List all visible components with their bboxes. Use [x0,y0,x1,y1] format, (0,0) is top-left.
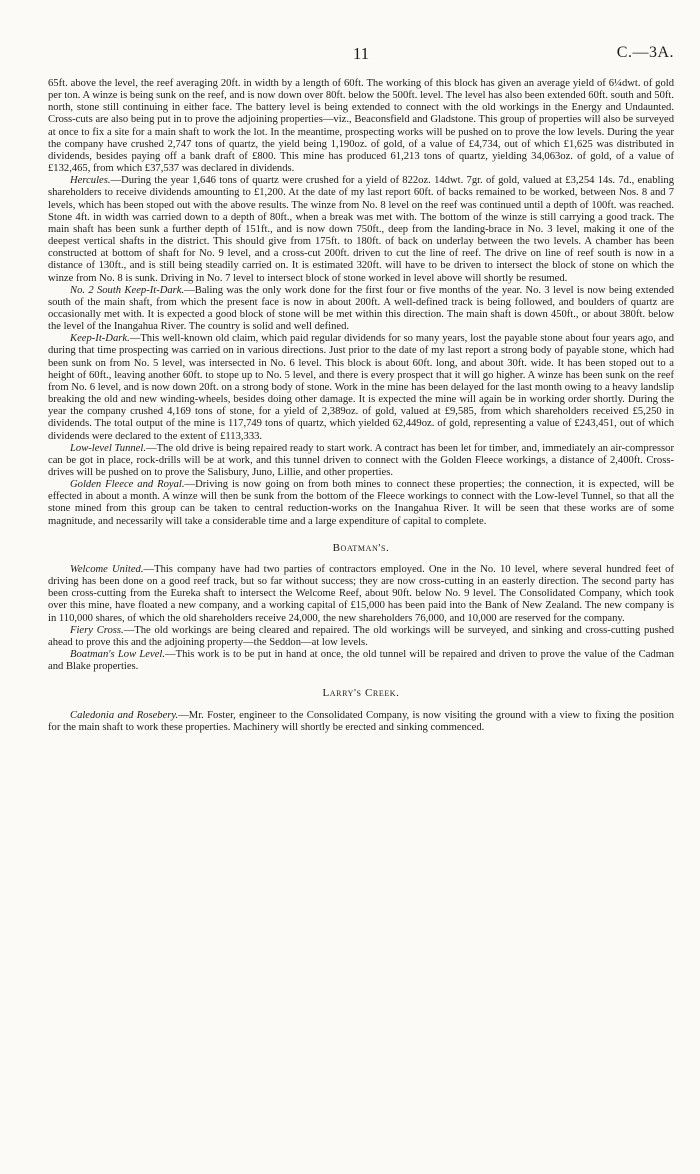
paragraph-no2-south-keep-it-dark [48,285,674,334]
paragraph-lead: Low-level Tunnel. [70,442,146,454]
paragraph-lead: No. 2 South Keep-It-Dark. [70,284,185,296]
paragraph-lead: Hercules. [70,175,111,187]
paragraph-text: —Driving is now going on from both mines to connect these properties; the connection, it is expected, will be effected in about a month. A winze will then be sunk from the bottom of the Fleece workings to connect with the Low-level Tunnel, so that all the stone mined from this group can be taken to central reduction-works on the Inangahua River. It will be seen that these works are of some magnitude, and necessarily will take a considerable time and a large expenditure of capital to complete. [48,479,674,527]
paragraph-welcome-united [48,564,674,625]
paragraph-hercules [48,175,674,284]
document-code: C.—3A. [616,44,674,61]
paragraph-text: —Mr. Foster, engineer to the Consolidated Company, is now visiting the ground with a view to fixing the position for the main shaft to work these properties. Machinery will shortly be erected and sinking commenced. [48,709,674,733]
paragraph-text: —This company have had two parties of contractors employed. One in the No. 10 level, where several hundred feet of driving has been done on a good reef track, but so far without success; they are now cross-cutting in an easterly direction. The second party has been cross-cutting from the Eureka shaft to intersect the Welcome Reef, about 90ft. below No. 9 level. The Consolidated Company, which took over this mine, have floated a new company, and a working capital of £15,000 has been paid into the Bank of New Zealand. The new company is in 110,000 shares, of which the old shareholders receive 24,000, the new shareholders 76,000, and 10,000 are reserved for the company. [48,563,675,624]
paragraph-text: —This well-known old claim, which paid regular dividends for so many years, lost the payable stone about four years ago, and during that time prospecting was carried on in various directions. Just prior to the date of my last report a strong body of payable stone, which had been sunk on from No. 5 level, was intersected in No. 6 level. This block is about 60ft. long, and about 30ft. wide. It has been stoped out to a height of 60ft., leaving another 60ft. to stope up to No. 5 level, and there is every prospect that it will go higher. A winze has been sunk on the reef from No. 6 level, and is now down 20ft. on a strong body of stone. Work in the mine has been delayed for the last month owing to a heavy landslip breaking the old and new winding-wheels, besides doing other damage. It is expected the mine will again be in working order shortly. During the year the company crushed 4,169 tons of stone, for a yield of 2,389oz. of gold, valued at £9,585, from which shareholders received £5,250 in dividends. The total output of the mine is 117,749 tons of quartz, which yielded 62,449oz. of gold, representing a value of £243,451, out of which dividends were declared to the extent of £113,333. [48,333,674,442]
paragraph-lead: Welcome United. [70,563,144,575]
paragraph-caledonia-rosebery [48,710,674,734]
paragraph-text: —Baling was the only work done for the first four or five months of the year. No. 3 level is now being extended south of the main shaft, from which the present face is now in about 200ft. A well-defined track is being followed, and boulders of quartz are occasionally met with. It is expected a good block of stone will be met within this direction. The main shaft is down 450ft., or about 380ft. below the level of the Inangahua River. The country is solid and well defined. [48,284,674,333]
paragraph-intro [48,78,674,175]
paragraph-text: —The old drive is being repaired ready to start work. A contract has been let for timber, and, immediately an air-compressor can be got in place, rock-drills will be at work, and this tunnel driven to connect with the Golden Fleece workings, a distance of 2,400ft. Cross-drives will be pushed on to prove the Salisbury, Juno, Lillie, and other properties. [48,442,674,478]
section-heading-larrys-creek: Larry's Creek. [322,687,400,700]
paragraph-lead: Fiery Cross. [70,624,124,636]
paragraph-text: 65ft. above the level, the reef averaging 20ft. in width by a length of 60ft. The working of this block has given an average yield of 6¼dwt. of gold per ton. A winze is being sunk on the reef, and is now down over 80ft. below the 500ft. level. The level has also been extended 60ft. south and 50ft. north, stone still continuing in either face. The battery level is being extended to connect with the old workings in the Energy and Undaunted. Cross-cuts are also being put in to prove the adjoining properties—viz., Beaconsfield and Gladstone. This group of properties will also be surveyed at once to fix a site for a main shaft to work the lot. In the meantime, prospecting works will be pushed on to prove the low levels. During the year the company have crushed 2,747 tons of quartz, the yield being 1,190oz. of gold, of a value of £4,734, out of which £1,625 was distributed in dividends, besides paying off a bank draft of £800. This mine has produced 61,213 tons of quartz, yielding 34,063oz. of gold, of a value of £132,465, from which £37,537 was declared in dividends. [48,78,674,175]
paragraph-boatmans-low-level [48,649,674,673]
paragraph-text: —The old workings are being cleared and repaired. The old workings will be surveyed, and sinking and cross-cutting pushed ahead to prove this and the adjoining property—the Seddon—at low levels. [48,624,675,648]
paragraph-lead: Boatman's Low Level. [70,649,165,661]
body-text [48,78,674,734]
paragraph-lead: Keep-It-Dark. [70,333,130,345]
paragraph-fiery-cross [48,625,674,649]
paragraph-keep-it-dark [48,333,674,442]
page-header [48,44,674,72]
paragraph-lead: Golden Fleece and Royal. [70,479,185,491]
page-number: 11 [352,44,370,63]
paragraph-lead: Caledonia and Rosebery. [70,709,179,721]
section-heading-boatmans: Boatman's. [332,541,390,554]
paragraph-text: —This work is to be put in hand at once, the old tunnel will be repaired and driven to prove the value of the Cadman and Blake properties. [48,649,674,673]
paragraph-golden-fleece [48,479,674,528]
paragraph-low-level-tunnel [48,443,674,479]
paragraph-text: —During the year 1,646 tons of quartz were crushed for a yield of 822oz. 14dwt. 7gr. of gold, valued at £3,254 14s. 7d., enabling shareholders to receive dividends amounting to £1,200. At the date of my last report 60ft. of backs remained to be worked, between Nos. 8 and 7 levels, which has been stoped out with the above results. The winze from No. 8 level on the reef was continued until a depth of 100ft. was reached. Stone 4ft. in width was carried down to a depth of 80ft., when a break was met with. The bottom of the winze is still carrying a good track. The main shaft has been sunk a further depth of 151ft., and is now down 750ft., deep from the landing-brace in No. 3 level, making it one of the deepest vertical shafts in the district. This should give from 175ft. to 180ft. of back on underlay between the two levels. A chamber has been constructed at bottom of shaft for No. 9 level, and a cross-cut 200ft. driven to cut the line of reef. The drive on line of reef south is now in a distance of 130ft., and is still being steadily carried on. It is estimated 320ft. will have to be driven to intersect the block of stone on which the winze from No. 8 is sunk. Driving in No. 7 level to intersect block of stone worked in level above will shortly be resumed. [48,175,674,284]
